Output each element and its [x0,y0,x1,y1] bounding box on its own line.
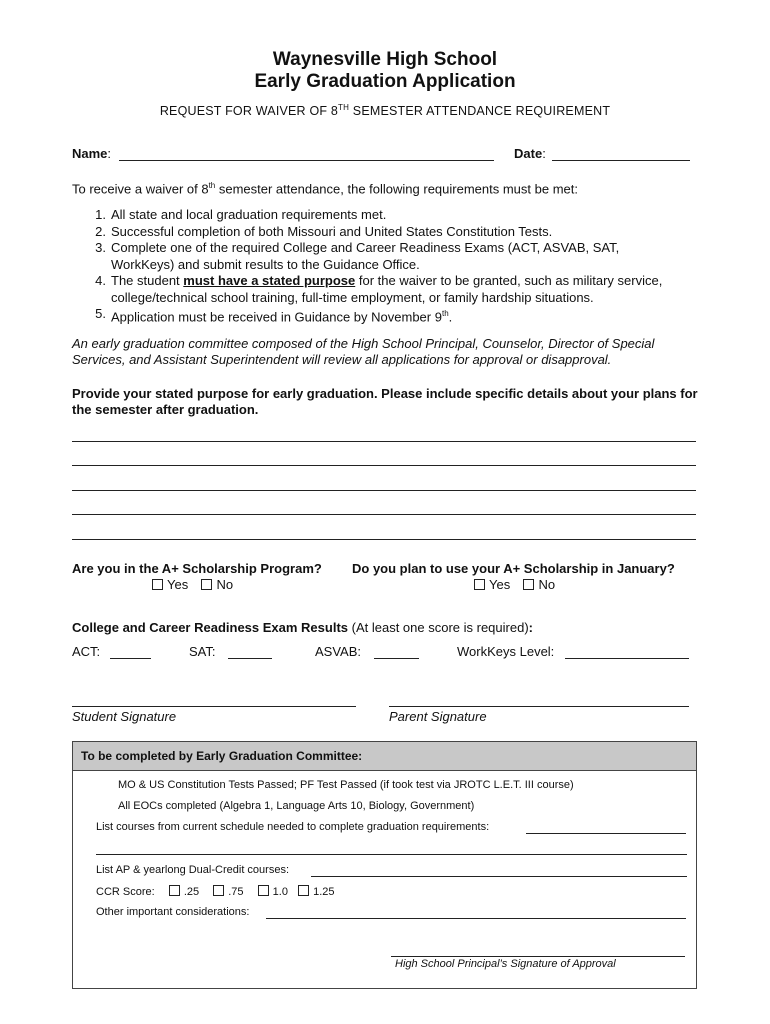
q2-no-label: No [538,577,556,592]
requirement-4 [73,273,713,306]
committee-other-label: Other important considerations: [96,906,250,918]
page-subtitle [0,103,770,118]
purpose-prompt: Provide your stated purpose for early graduation. Please include specific details about your plans for the semester after graduation. [72,386,698,417]
principal-signature-label: High School Principal’s Signature of Approval [395,958,616,970]
requirement-number: 2. [95,223,106,239]
q2-no-checkbox[interactable] [523,579,534,590]
requirement-number: 5. [95,306,106,321]
workkeys-level-field[interactable] [565,658,689,659]
requirement-5-part-b: . [448,309,453,325]
requirement-3 [73,240,713,273]
committee-line-eocs: All EOCs completed (Algebra 1, Language Arts 10, Biology, Government) [118,800,475,812]
name-label: Name [72,146,108,161]
requirement-text: Complete one of the required College and Career Readiness Exams (ACT, ASVAB, SAT, WorkKeys) and submit results to the Guidance Office. [111,240,620,272]
subtitle-part-a: REQUEST FOR WAIVER OF 8 [159,104,339,119]
purpose-answer-line-2[interactable] [72,465,696,466]
requirement-text: Successful completion of both Missouri and United States Constitution Tests. [111,223,553,239]
requirement-1 [73,207,713,224]
requirement-4-part-b: for the waiver to be granted, such as military service, college/technical school training, full-time employment, or family hardship situations. [111,273,663,305]
exam-heading [72,620,533,636]
other-considerations-field[interactable] [266,918,686,919]
student-signature-label: Student Signature [72,709,177,724]
scholarship-question-1: Are you in the A+ Scholarship Program? [72,561,322,576]
ccr-10-label: 1.0 [272,886,288,898]
date-label: Date [514,146,543,161]
intro-text [72,178,712,197]
date-field-label: Date: [514,146,546,161]
name-field-label: Name: [72,146,112,161]
requirement-text [111,273,713,306]
workkeys-label: WorkKeys Level: [457,644,555,659]
ccr-25-label: .25 [183,886,200,898]
sat-score-field[interactable] [228,658,272,659]
committee-courses-label: List courses from current schedule needed to complete graduation requirements: [96,821,490,833]
sat-label: SAT: [189,644,216,659]
asvab-label: ASVAB: [315,644,362,659]
principal-signature-line[interactable] [391,956,685,957]
requirement-text: All state and local graduation requirements met. [111,207,387,222]
q2-yes-label: Yes [489,577,511,592]
subtitle-sup: TH [338,103,350,112]
subtitle-part-b: SEMESTER ATTENDANCE REQUIREMENT [349,104,611,119]
q1-yes-label: Yes [167,577,189,592]
q1-no-checkbox[interactable] [201,579,212,590]
ccr-10-checkbox[interactable] [258,885,269,896]
q2-yes-checkbox[interactable] [474,579,485,590]
requirement-text [111,306,713,326]
requirements-list [73,207,713,326]
requirement-number: 3. [95,240,106,255]
requirement-number: 1. [95,207,106,222]
intro-sup: th [208,181,216,190]
exam-heading-bold: College and Career Readiness Exam Results [72,620,349,635]
asvab-score-field[interactable] [374,658,419,659]
name-field[interactable] [119,160,494,161]
ccr-75-label: .75 [228,886,244,898]
ccr-75-checkbox[interactable] [213,885,224,896]
student-signature-line[interactable] [72,706,356,707]
act-label: ACT: [72,644,101,659]
parent-signature-line[interactable] [389,706,689,707]
purpose-answer-line-5[interactable] [72,539,696,540]
requirement-4-part-a: The student [111,273,184,288]
parent-signature-label: Parent Signature [389,709,487,724]
courses-needed-field-2[interactable] [96,854,687,855]
act-score-field[interactable] [110,658,151,659]
ccr-125-label: 1.25 [313,886,335,898]
exam-heading-colon: : [528,620,533,635]
requirement-number: 4. [95,273,106,288]
scholarship-question-2: Do you plan to use your A+ Scholarship in January? [352,561,675,576]
ap-courses-field[interactable] [311,876,687,877]
requirement-5-sup: th [441,309,449,318]
committee-box [72,741,697,989]
date-field[interactable] [552,160,690,161]
school-name: Waynesville High School [272,49,498,70]
committee-line-constitution: MO & US Constitution Tests Passed; PF Test Passed (if took test via JROTC L.E.T. III course) [118,779,574,791]
ccr-score-label: CCR Score: [96,886,155,898]
intro-part-a: To receive a waiver of 8 [72,181,209,197]
exam-heading-note: (At least one score is required) [348,620,529,635]
committee-note: An early graduation committee composed of the High School Principal, Counselor, Director of Special Services, and Assistant Superintendent will review all applications for approval or disapproval. [72,336,655,367]
q1-yes-checkbox[interactable] [152,579,163,590]
scholarship-q1-options [152,577,233,593]
committee-box-heading: To be completed by Early Graduation Committee: [73,742,696,771]
courses-needed-field[interactable] [526,833,686,834]
purpose-answer-line-3[interactable] [72,490,696,491]
purpose-answer-line-1[interactable] [72,441,696,442]
requirement-4-emphasis: must have a stated purpose [183,273,356,288]
requirement-2 [73,224,713,241]
ccr-25-checkbox[interactable] [169,885,180,896]
page-title: Early Graduation Application [254,71,516,92]
committee-ap-label: List AP & yearlong Dual-Credit courses: [96,864,289,876]
requirement-5 [73,306,713,326]
intro-part-b: semester attendance, the following requirements must be met: [215,181,578,197]
ccr-score-row [96,885,335,898]
q1-no-label: No [216,577,234,592]
scholarship-q2-options [474,577,555,593]
purpose-answer-line-4[interactable] [72,514,696,515]
requirement-5-part-a: Application must be received in Guidance by November 9 [111,309,442,325]
ccr-125-checkbox[interactable] [298,885,309,896]
